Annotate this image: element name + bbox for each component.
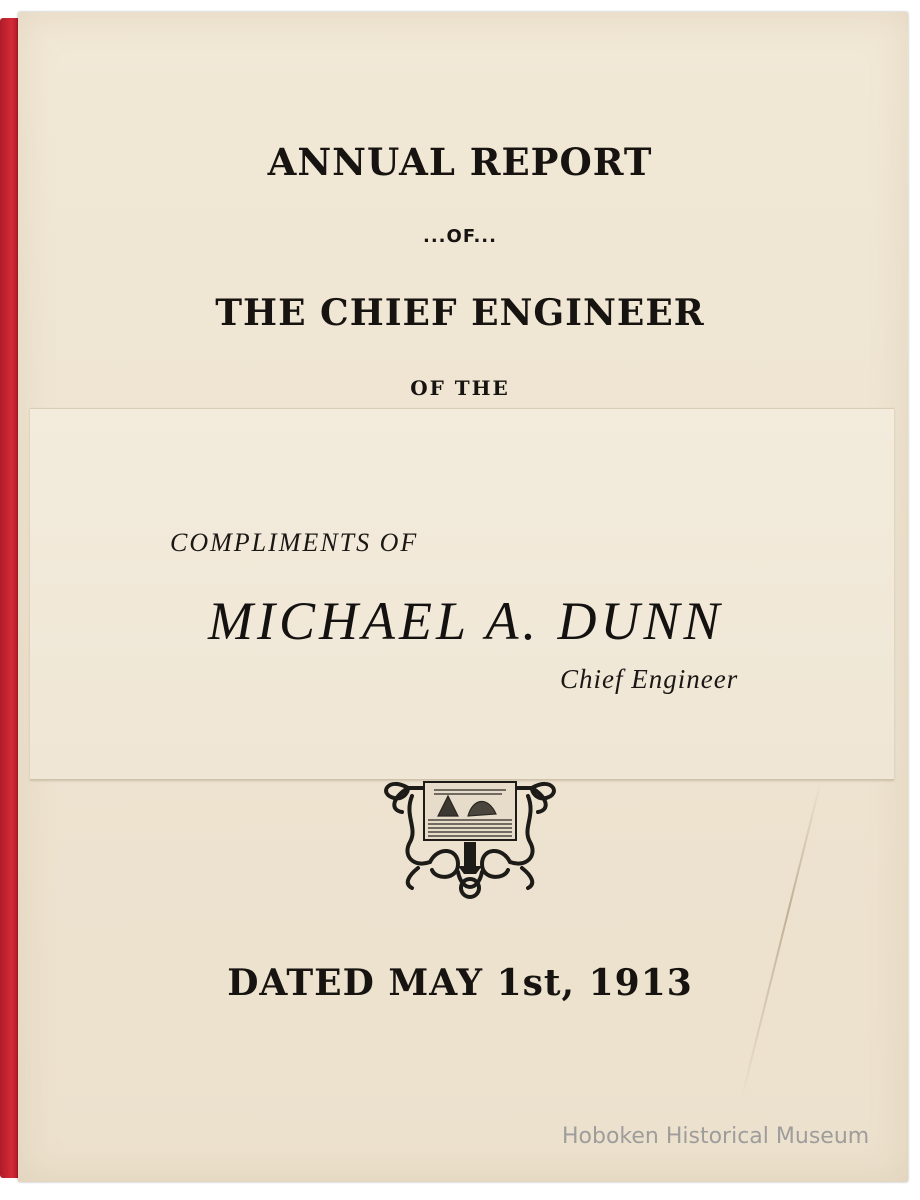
- engineer-role: Chief Engineer: [560, 664, 739, 694]
- of-line: ...OF...: [423, 226, 497, 247]
- ornamental-vignette-icon: [378, 776, 562, 906]
- engineer-name: MICHAEL A. DUNN: [208, 591, 724, 651]
- of-the-line: OF THE: [410, 376, 510, 400]
- report-title: ANNUAL REPORT: [267, 140, 653, 184]
- report-subtitle: THE CHIEF ENGINEER: [215, 292, 705, 334]
- museum-watermark: Hoboken Historical Museum: [562, 1124, 870, 1149]
- compliments-label: COMPLIMENTS OF: [170, 528, 419, 557]
- report-date: DATED MAY 1st, 1913: [227, 962, 693, 1004]
